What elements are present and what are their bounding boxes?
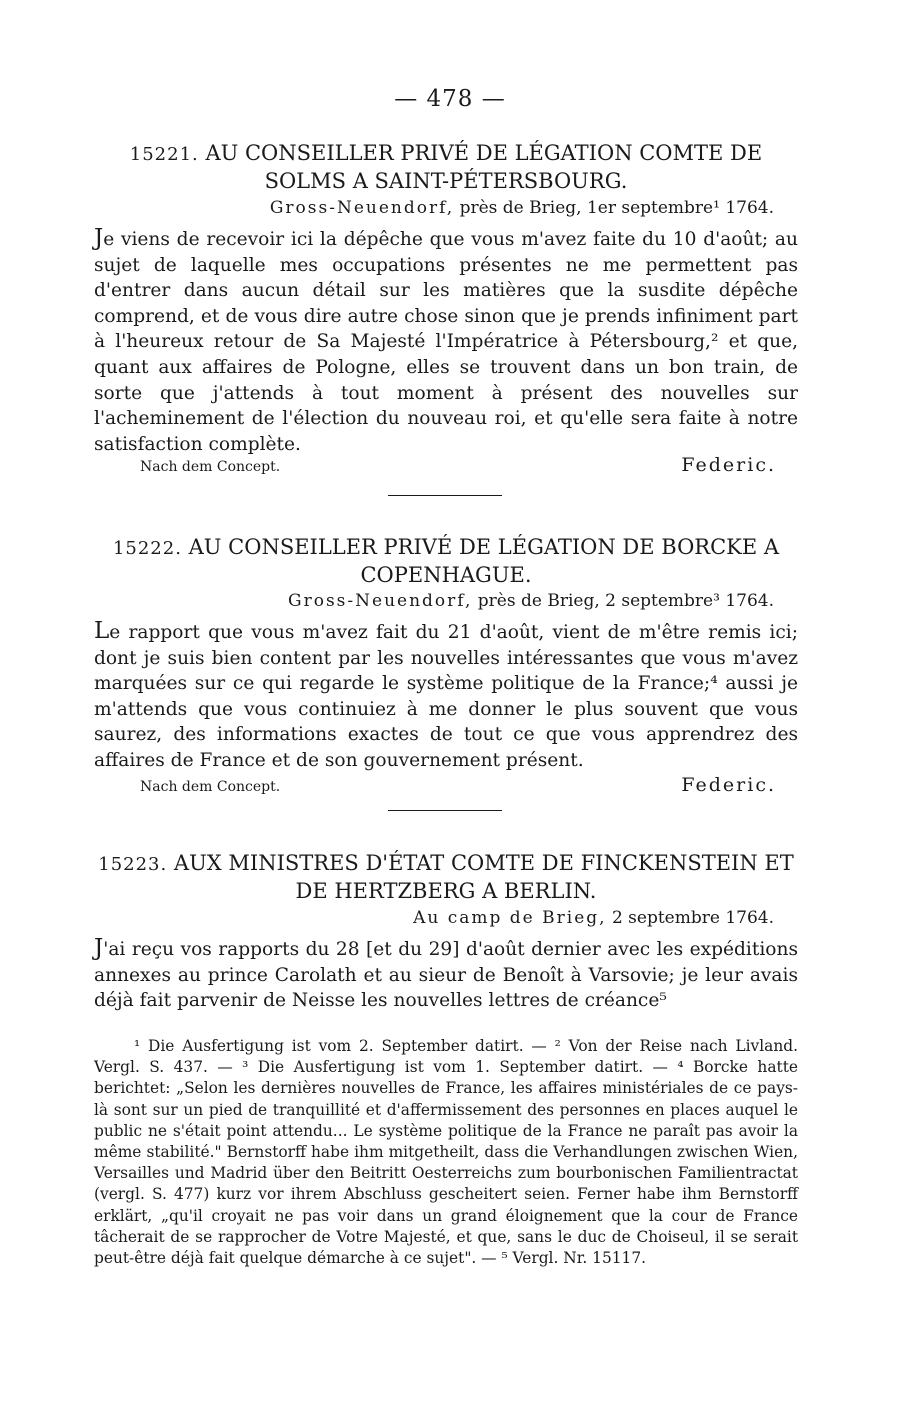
letter-text: 'ai reçu vos rapports du 28 [et du 29] d'août dernier avec les expéditions annexes au prince Carolath et au sieur de Benoît à Varsovie; je leur avais déjà fait parvenir de Neisse les nouvelles lettres de créance⁵ <box>94 939 798 1012</box>
letter-date: 2 septembre 1764. <box>611 908 774 928</box>
letter-number: 15223. <box>98 854 168 875</box>
letter-place: Au camp de Brieg, <box>413 908 607 928</box>
letter-text: e rapport que vous m'avez fait du 21 d'août, vient de m'être remis ici; dont je suis bien content par les nouvelles intéressantes que vous m'avez marquées sur ce qui regarde le système politique de la France;⁴ aussi je m'attends que vous continuiez à me donner le plus souvent que vous saurez, des informations exactes de tout ce que vous apprendrez des affaires de France et de son gouvernement présent. <box>94 622 798 771</box>
letter-heading-15222 <box>94 534 798 589</box>
letter-body <box>94 619 798 774</box>
letter-heading-15223 <box>94 850 798 905</box>
initial-letter: L <box>94 618 110 644</box>
letter-dateline <box>413 908 774 928</box>
signature: Federic. <box>681 454 776 476</box>
letter-title: AU CONSEILLER PRIVÉ DE LÉGATION COMTE DE SOLMS A SAINT-PÉTERSBOURG. <box>205 141 763 193</box>
letter-body <box>94 226 798 457</box>
letter-body <box>94 936 798 1014</box>
initial-letter: J <box>94 935 104 961</box>
letter-date: près de Brieg, 2 septembre³ 1764. <box>477 591 774 611</box>
letter-closing <box>140 454 776 476</box>
letter-text: e viens de recevoir ici la dépêche que vous m'avez faite du 10 d'août; au sujet de laquelle mes occupations présentes ne me permettent pas d'entrer dans aucun détail sur les matières que la susdite dépêche comprend, et de vous dire autre chose sinon que je prends infiniment part à l'heureux retour de Sa Majesté l'Impératrice à Pétersbourg,² et que, quant aux affaires de Pologne, elles se trouvent dans un bon train, de sorte que j'attends à tout moment à présent des nouvelles sur l'acheminement de l'élection du nouveau roi, et qu'elle sera faite à notre satisfaction complète. <box>94 229 798 455</box>
footnotes <box>94 1036 798 1269</box>
letter-title: AUX MINISTRES D'ÉTAT COMTE DE FINCKENSTEIN ET DE HERTZBERG A BERLIN. <box>173 851 794 903</box>
source-note: Nach dem Concept. <box>140 459 281 475</box>
letter-dateline <box>288 591 774 611</box>
letter-heading-15221 <box>94 140 798 195</box>
letter-closing <box>140 774 776 796</box>
letter-number: 15221. <box>129 144 199 165</box>
initial-letter: J <box>94 225 104 251</box>
signature: Federic. <box>681 774 776 796</box>
letter-place: Gross-Neuendorf, <box>288 591 473 611</box>
section-divider <box>388 495 502 496</box>
letter-dateline <box>270 198 774 218</box>
page-number: — 478 — <box>394 86 506 112</box>
letter-place: Gross-Neuendorf, <box>269 198 455 218</box>
letter-title: AU CONSEILLER PRIVÉ DE LÉGATION DE BORCKE A COPENHAGUE. <box>188 535 780 587</box>
letter-date: près de Brieg, 1er septembre¹ 1764. <box>459 198 774 218</box>
source-note: Nach dem Concept. <box>140 779 281 795</box>
section-divider <box>388 810 502 811</box>
letter-number: 15222. <box>112 538 182 559</box>
footnote-text: ¹ Die Ausfertigung ist vom 2. September datirt. — ² Von der Reise nach Livland. Vergl. S. 437. — ³ Die Ausfertigung ist vom 1. September datirt. — ⁴ Borcke hatte berichtet: „Selon les dernières nouvelles de France, les affaires ministériales de ce pays-là sont sur un pied de tranquillité et d'affermissement des personnes en places auquel le public ne s'était point attendu... Le système politique de la France ne paraît pas avoir la même stabilité." Bernstorff habe ihm mitgetheilt, dass die Verhandlungen zwischen Wien, Versailles und Madrid über den Beitritt Oesterreichs zum bourbonischen Familientractat (vergl. S. 477) kurz vor ihrem Abschluss gescheitert seien. Ferner habe ihm Bernstorff erklärt, „qu'il croyait ne pas voir dans un grand éloignement que la cour de France tâcherait de se rapprocher de Votre Majesté, et que, sans le duc de Choiseul, il se serait peut-être déjà fait quelque démarche à ce sujet". — ⁵ Vergl. Nr. 15117. <box>94 1037 798 1268</box>
